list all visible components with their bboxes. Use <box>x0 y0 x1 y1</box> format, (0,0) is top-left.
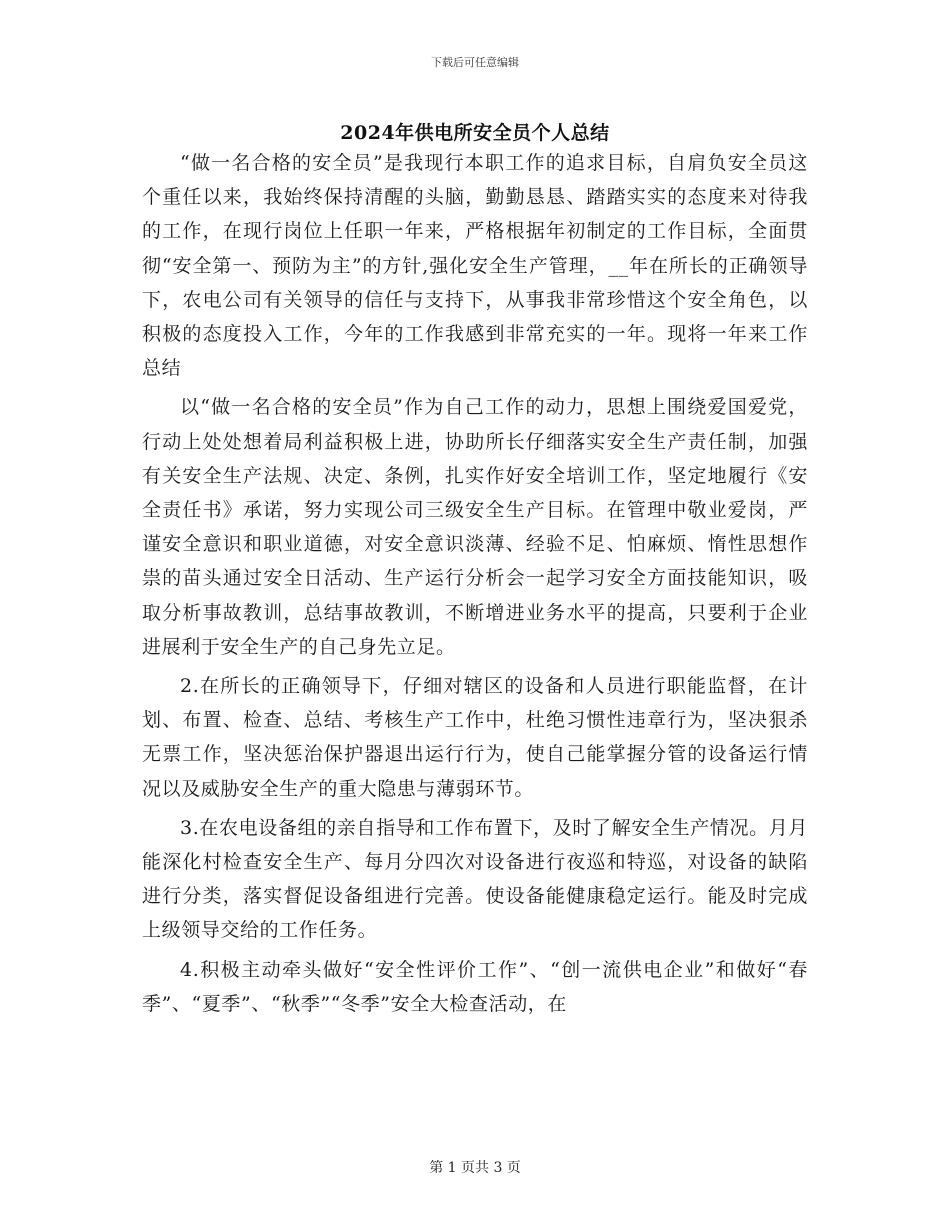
paragraph: 4.积极主动牵头做好“安全性评价工作”、“创一流供电企业”和做好“春季”、“夏季”、“秋季”“冬季”安全大检查活动，在 <box>142 958 808 1015</box>
paragraph: “做一名合格的安全员”是我现行本职工作的追求目标，自肩负安全员这个重任以来，我始终保持清醒的头脑，勤勤恳恳、踏踏实实的态度来对待我的工作，在现行岗位上任职一年来，严格根据年初制定的工作目标，全面贯彻“安全第一、预防为主”的方针,强化安全生产管理，__年在所长的正确领导下，农电公司有关领导的信任与支持下，从事我非常珍惜这个安全角色，以积极的态度投入工作，今年的工作我感到非常充实的一年。现将一年来工作总结 <box>142 152 808 380</box>
paragraph: 3.在农电设备组的亲自指导和工作布置下，及时了解安全生产情况。月月能深化村检查安全生产、每月分四次对设备进行夜巡和特巡，对设备的缺陷进行分类，落实督促设备组进行完善。使设备能健康稳定运行。能及时完成上级领导交给的工作任务。 <box>142 816 808 942</box>
document-title: 2024年供电所安全员个人总结 <box>340 122 610 144</box>
document-body <box>142 146 808 1026</box>
page-number: 第 1 页共 3 页 <box>429 1160 521 1176</box>
paragraph: 以“做一名合格的安全员”作为自己工作的动力，思想上围绕爱国爱党，行动上处处想着局利益积极上进，协助所长仔细落实安全生产责任制，加强有关安全生产法规、决定、条例，扎实作好安全培训工作，坚定地履行《安全责任书》承诺，努力实现公司三级安全生产目标。在管理中敬业爱岗，严谨安全意识和职业道德，对安全意识淡薄、经验不足、怕麻烦、惰性思想作祟的苗头通过安全日活动、生产运行分析会一起学习安全方面技能知识，吸取分析事故教训，总结事故教训，不断增进业务水平的提高，只要利于企业进展利于安全生产的自己身先立足。 <box>142 396 808 658</box>
header-note: 下载后可任意编辑 <box>431 56 519 69</box>
paragraph: 2.在所长的正确领导下，仔细对辖区的设备和人员进行职能监督，在计划、布置、检查、总结、考核生产工作中，杜绝习惯性违章行为，坚决狠杀无票工作，坚决惩治保护器退出运行行为，使自己能掌握分管的设备运行情况以及威胁安全生产的重大隐患与薄弱环节。 <box>142 675 808 800</box>
